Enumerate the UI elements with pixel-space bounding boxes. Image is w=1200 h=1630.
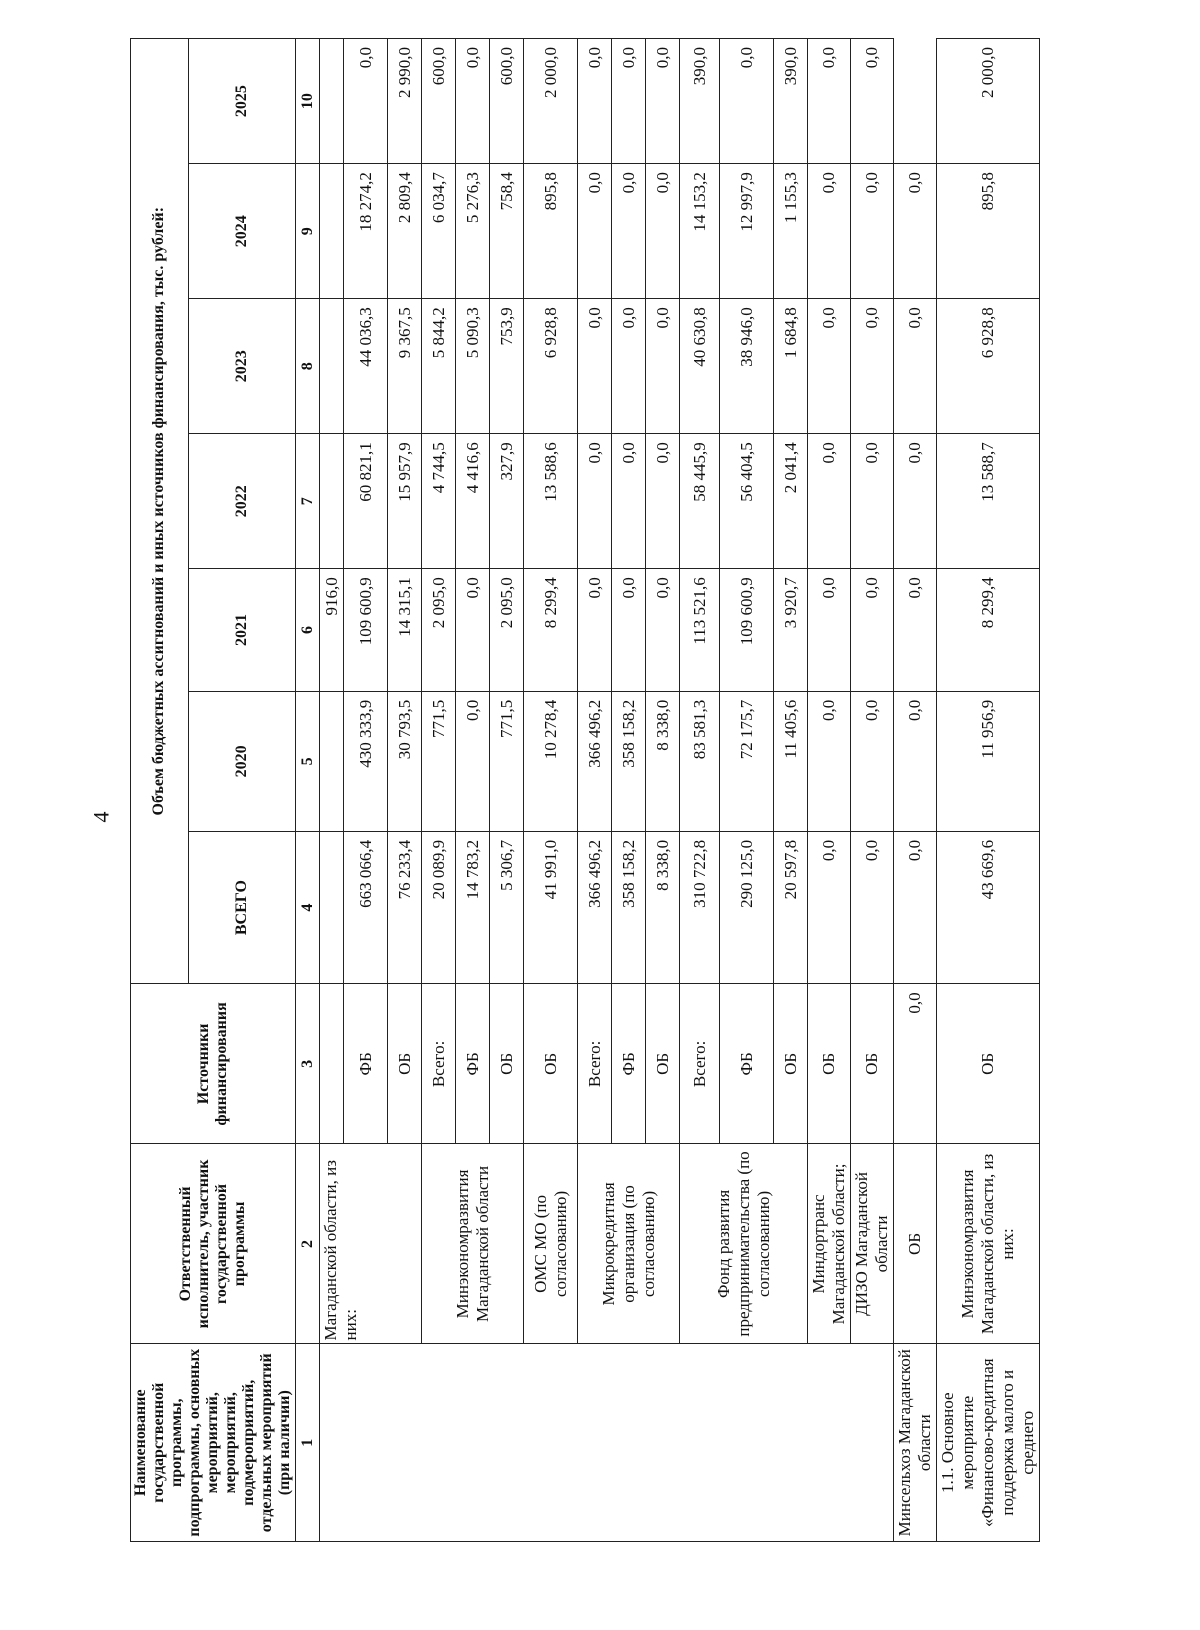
value-cell: 38 946,0	[720, 299, 774, 434]
value-cell: 0,0	[720, 39, 774, 164]
value-cell: 430 333,9	[344, 691, 388, 831]
value-cell: 895,8	[524, 164, 578, 299]
value-cell: 2 041,4	[774, 434, 808, 569]
value-cell: 600,0	[422, 39, 456, 164]
value-cell: 0,0	[851, 691, 894, 831]
value-cell: 8 299,4	[524, 569, 578, 692]
value-cell: 0,0	[808, 691, 851, 831]
source-cell: ОБ	[524, 984, 578, 1144]
value-cell: 0,0	[894, 691, 937, 831]
value-cell: 5 306,7	[490, 831, 524, 984]
value-cell: 753,9	[490, 299, 524, 434]
table-row	[680, 39, 720, 1542]
value-cell: 8 299,4	[937, 569, 1040, 692]
value-cell: 358 158,2	[612, 691, 646, 831]
value-cell: 366 496,2	[578, 691, 612, 831]
value-cell: 20 089,9	[422, 831, 456, 984]
executor-cell: Магаданской области, из них:	[320, 1144, 422, 1344]
value-cell: 0,0	[578, 569, 612, 692]
value-cell: 5 844,2	[422, 299, 456, 434]
value-cell: 1 155,3	[774, 164, 808, 299]
source-cell: ОБ	[388, 984, 422, 1144]
source-cell: ФБ	[456, 984, 490, 1144]
column-index: 7	[296, 434, 320, 569]
value-cell: 0,0	[808, 569, 851, 692]
value-cell: 76 233,4	[388, 831, 422, 984]
executor-cell: Минсельхоз Магаданской области	[894, 1344, 937, 1542]
source-cell: ОБ	[808, 984, 851, 1144]
source-cell: Всего:	[578, 984, 612, 1144]
value-cell: 0,0	[894, 299, 937, 434]
value-cell	[320, 434, 344, 569]
value-cell: 6 928,8	[524, 299, 578, 434]
value-cell: 41 991,0	[524, 831, 578, 984]
value-cell: 0,0	[808, 434, 851, 569]
program-name-cell: 1.1. Основное мероприятие «Финансово-кредитная поддержка малого и среднего	[937, 1344, 1040, 1542]
value-cell: 43 669,6	[937, 831, 1040, 984]
value-cell: 0,0	[894, 569, 937, 692]
value-cell: 0,0	[344, 39, 388, 164]
value-cell: 0,0	[808, 39, 851, 164]
value-cell: 0,0	[578, 164, 612, 299]
header-year: ВСЕГО	[188, 831, 295, 984]
table-row	[808, 39, 851, 1542]
value-cell: 20 597,8	[774, 831, 808, 984]
value-cell: 0,0	[894, 984, 937, 1144]
value-cell: 2 990,0	[388, 39, 422, 164]
value-cell: 2 095,0	[490, 569, 524, 692]
header-year: 2023	[188, 299, 295, 434]
value-cell: 18 274,2	[344, 164, 388, 299]
value-cell: 109 600,9	[344, 569, 388, 692]
value-cell: 14 783,2	[456, 831, 490, 984]
table-row	[320, 39, 344, 1542]
value-cell: 663 066,4	[344, 831, 388, 984]
value-cell: 771,5	[422, 691, 456, 831]
header-year: 2020	[188, 691, 295, 831]
value-cell: 60 821,1	[344, 434, 388, 569]
value-cell: 0,0	[851, 831, 894, 984]
value-cell: 290 125,0	[720, 831, 774, 984]
value-cell: 0,0	[646, 164, 680, 299]
value-cell: 0,0	[894, 164, 937, 299]
table-row	[422, 39, 456, 1542]
header-col-executor: Ответственный исполнитель, участник государственной программы	[131, 1144, 296, 1344]
value-cell: 5 090,3	[456, 299, 490, 434]
column-index: 1	[296, 1344, 320, 1542]
value-cell: 11 405,6	[774, 691, 808, 831]
value-cell: 40 630,8	[680, 299, 720, 434]
value-cell: 0,0	[578, 434, 612, 569]
source-cell: ФБ	[720, 984, 774, 1144]
value-cell: 0,0	[612, 164, 646, 299]
value-cell: 2 095,0	[422, 569, 456, 692]
column-index: 4	[296, 831, 320, 984]
value-cell: 0,0	[456, 39, 490, 164]
value-cell: 0,0	[808, 164, 851, 299]
value-cell: 6 928,8	[937, 299, 1040, 434]
value-cell: 0,0	[646, 299, 680, 434]
value-cell: 0,0	[456, 569, 490, 692]
header-year: 2024	[188, 164, 295, 299]
value-cell: 113 521,6	[680, 569, 720, 692]
header-year: 2025	[188, 39, 295, 164]
executor-cell: Фонд развития предпринимательства (по согласованию)	[680, 1144, 808, 1344]
page-number: 4	[88, 811, 114, 823]
value-cell: 1 684,8	[774, 299, 808, 434]
value-cell: 13 588,7	[937, 434, 1040, 569]
table-row	[578, 39, 612, 1542]
value-cell: 2 000,0	[937, 39, 1040, 164]
value-cell: 0,0	[612, 569, 646, 692]
table-row	[851, 39, 894, 1542]
value-cell: 14 153,2	[680, 164, 720, 299]
value-cell: 390,0	[774, 39, 808, 164]
value-cell: 58 445,9	[680, 434, 720, 569]
value-cell: 12 997,9	[720, 164, 774, 299]
value-cell: 0,0	[646, 569, 680, 692]
value-cell: 8 338,0	[646, 831, 680, 984]
header-group-funding: Объем бюджетных ассигнований и иных источников финансирования, тыс. рублей:	[131, 39, 189, 984]
value-cell: 4 744,5	[422, 434, 456, 569]
table-row	[894, 39, 937, 1542]
value-cell: 0,0	[894, 434, 937, 569]
value-cell: 0,0	[851, 164, 894, 299]
column-index: 6	[296, 569, 320, 692]
value-cell: 327,9	[490, 434, 524, 569]
value-cell	[320, 39, 344, 164]
source-cell: ФБ	[612, 984, 646, 1144]
value-cell: 0,0	[851, 434, 894, 569]
value-cell: 0,0	[808, 299, 851, 434]
value-cell: 758,4	[490, 164, 524, 299]
source-cell: ОБ	[894, 1144, 937, 1344]
value-cell: 109 600,9	[720, 569, 774, 692]
value-cell: 4 416,6	[456, 434, 490, 569]
value-cell: 10 278,4	[524, 691, 578, 831]
value-cell: 390,0	[680, 39, 720, 164]
value-cell: 916,0	[320, 569, 344, 692]
executor-cell: Минэкономразвития Магаданской области, из них:	[937, 1144, 1040, 1344]
value-cell: 310 722,8	[680, 831, 720, 984]
value-cell: 72 175,7	[720, 691, 774, 831]
value-cell: 15 957,9	[388, 434, 422, 569]
value-cell: 0,0	[894, 831, 937, 984]
header-col-name: Наименование государственной программы, подпрограммы, основных мероприятий, мероприятий, подмероприятий, отдельных мероприятий (при наличии)	[131, 1344, 296, 1542]
executor-cell: ДИЗО Магаданской области	[851, 1144, 894, 1344]
value-cell: 5 276,3	[456, 164, 490, 299]
value-cell: 366 496,2	[578, 831, 612, 984]
value-cell: 0,0	[612, 299, 646, 434]
value-cell: 9 367,5	[388, 299, 422, 434]
value-cell: 0,0	[578, 39, 612, 164]
budget-table	[130, 38, 1040, 1542]
value-cell: 30 793,5	[388, 691, 422, 831]
budget-table-sheet	[130, 38, 1037, 1542]
source-cell: ОБ	[774, 984, 808, 1144]
column-index: 3	[296, 984, 320, 1144]
value-cell	[320, 299, 344, 434]
value-cell	[320, 831, 344, 984]
value-cell: 0,0	[456, 691, 490, 831]
source-cell: Всего:	[422, 984, 456, 1144]
column-index: 2	[296, 1144, 320, 1344]
value-cell: 895,8	[937, 164, 1040, 299]
value-cell: 0,0	[578, 299, 612, 434]
source-cell: ОБ	[851, 984, 894, 1144]
program-name-cell	[320, 1344, 894, 1542]
value-cell: 0,0	[612, 434, 646, 569]
source-cell: ФБ	[344, 984, 388, 1144]
value-cell: 358 158,2	[612, 831, 646, 984]
value-cell: 56 404,5	[720, 434, 774, 569]
header-year: 2022	[188, 434, 295, 569]
executor-cell: Микрокредитная организация (по согласованию)	[578, 1144, 680, 1344]
header-year: 2021	[188, 569, 295, 692]
value-cell: 8 338,0	[646, 691, 680, 831]
source-cell: ОБ	[490, 984, 524, 1144]
value-cell: 0,0	[851, 299, 894, 434]
source-cell: Всего:	[680, 984, 720, 1144]
value-cell: 13 588,6	[524, 434, 578, 569]
value-cell: 0,0	[646, 434, 680, 569]
source-cell: ОБ	[937, 984, 1040, 1144]
value-cell: 44 036,3	[344, 299, 388, 434]
table-row	[937, 39, 1040, 1542]
column-index: 9	[296, 164, 320, 299]
value-cell: 3 920,7	[774, 569, 808, 692]
value-cell: 14 315,1	[388, 569, 422, 692]
value-cell: 0,0	[612, 39, 646, 164]
value-cell	[320, 691, 344, 831]
source-cell: ОБ	[646, 984, 680, 1144]
value-cell: 0,0	[851, 569, 894, 692]
value-cell: 0,0	[851, 39, 894, 164]
value-cell: 2 809,4	[388, 164, 422, 299]
value-cell: 600,0	[490, 39, 524, 164]
value-cell: 2 000,0	[524, 39, 578, 164]
value-cell: 0,0	[646, 39, 680, 164]
executor-cell: Миндортранс Магаданской области;	[808, 1144, 851, 1344]
header-col-source: Источники финансирования	[131, 984, 296, 1144]
executor-cell: Минэкономразвития Магаданской области	[422, 1144, 524, 1344]
column-index: 10	[296, 39, 320, 164]
value-cell	[320, 164, 344, 299]
value-cell: 6 034,7	[422, 164, 456, 299]
column-index: 5	[296, 691, 320, 831]
table-row	[524, 39, 578, 1542]
source-cell	[320, 984, 344, 1144]
value-cell: 11 956,9	[937, 691, 1040, 831]
value-cell: 0,0	[808, 831, 851, 984]
column-index: 8	[296, 299, 320, 434]
executor-cell: ОМС МО (по согласованию)	[524, 1144, 578, 1344]
value-cell: 83 581,3	[680, 691, 720, 831]
value-cell: 771,5	[490, 691, 524, 831]
